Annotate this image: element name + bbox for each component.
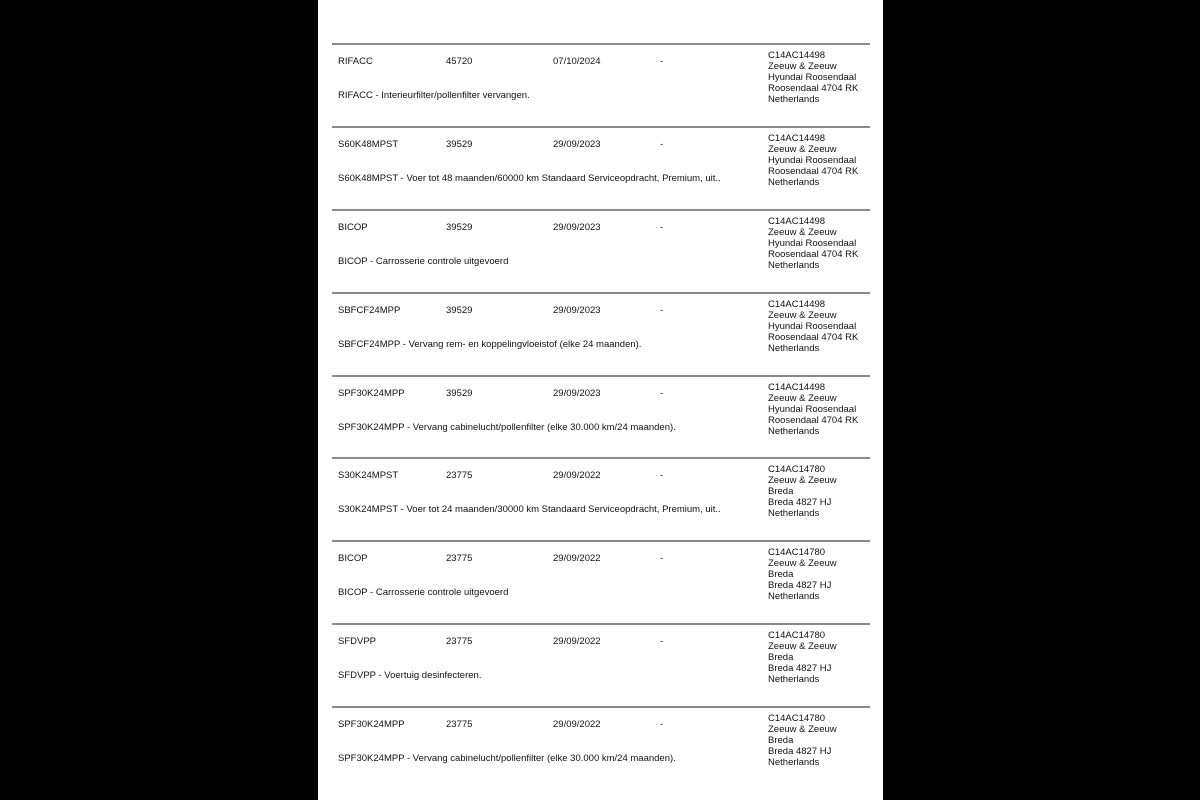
dealer-id: C14AC14498: [768, 50, 826, 61]
dealer-name: Zeeuw & Zeeuw: [768, 61, 837, 72]
dealer-branch: Breda: [768, 735, 794, 746]
dealer-id: C14AC14780: [768, 464, 826, 475]
service-date: 29/09/2023: [553, 222, 601, 233]
dealer-country: Netherlands: [768, 426, 820, 437]
dealer-id: C14AC14780: [768, 713, 826, 724]
service-date: 29/09/2022: [553, 636, 601, 647]
dealer-name: Zeeuw & Zeeuw: [768, 310, 837, 321]
service-code: S60K48MPST: [338, 139, 399, 150]
dealer-name: Zeeuw & Zeeuw: [768, 641, 837, 652]
dealer-branch: Hyundai Roosendaal: [768, 321, 857, 332]
mileage: -: [660, 56, 664, 67]
mileage: -: [660, 139, 664, 150]
service-description: SPF30K24MPP - Vervang cabinelucht/pollenfilter (elke 30.000 km/24 maanden).: [338, 753, 676, 764]
mileage: -: [660, 222, 664, 233]
dealer-branch: Breda: [768, 569, 794, 580]
dealer-branch: Breda: [768, 652, 794, 663]
service-description: RIFACC - Interieurfilter/pollenfilter vervangen.: [338, 90, 530, 101]
service-date: 29/09/2022: [553, 553, 601, 564]
mileage: -: [660, 388, 664, 399]
dealer-name: Zeeuw & Zeeuw: [768, 558, 837, 569]
dealer-country: Netherlands: [768, 757, 820, 768]
dealer-name: Zeeuw & Zeeuw: [768, 475, 837, 486]
service-code: SBFCF24MPP: [338, 305, 401, 316]
dealer-id: C14AC14498: [768, 216, 826, 227]
ro-number: 23775: [446, 553, 473, 564]
dealer-city: Breda 4827 HJ: [768, 746, 832, 757]
dealer-city: Roosendaal 4704 RK: [768, 249, 859, 260]
dealer-address: [768, 464, 837, 519]
dealer-city: Roosendaal 4704 RK: [768, 166, 859, 177]
service-code: SFDVPP: [338, 636, 377, 647]
service-date: 29/09/2023: [553, 388, 601, 399]
dealer-name: Zeeuw & Zeeuw: [768, 393, 837, 404]
dealer-address: [768, 547, 837, 602]
service-code: SPF30K24MPP: [338, 388, 405, 399]
mileage: -: [660, 719, 664, 730]
ro-number: 39529: [446, 222, 473, 233]
dealer-city: Roosendaal 4704 RK: [768, 415, 859, 426]
service-record: [332, 457, 870, 540]
mileage: -: [660, 636, 664, 647]
ro-number: 23775: [446, 470, 473, 481]
dealer-address: [768, 299, 858, 354]
ro-number: 23775: [446, 636, 473, 647]
service-record: [332, 623, 870, 706]
dealer-country: Netherlands: [768, 260, 820, 271]
service-date: 29/09/2022: [553, 470, 601, 481]
service-description: S60K48MPST - Voer tot 48 maanden/60000 km Standaard Serviceopdracht, Premium, uit..: [338, 173, 721, 184]
dealer-id: C14AC14780: [768, 630, 826, 641]
service-record: [332, 126, 870, 209]
service-code: S30K24MPST: [338, 470, 399, 481]
document-page: [318, 0, 883, 800]
dealer-address: [768, 216, 858, 271]
dealer-id: C14AC14780: [768, 547, 826, 558]
service-record: [332, 375, 870, 458]
dealer-branch: Hyundai Roosendaal: [768, 404, 857, 415]
dealer-city: Breda 4827 HJ: [768, 663, 832, 674]
service-record: [332, 706, 870, 789]
service-record: [332, 209, 870, 292]
dealer-address: [768, 630, 837, 685]
ro-number: 39529: [446, 139, 473, 150]
service-record: [332, 540, 870, 623]
dealer-country: Netherlands: [768, 508, 820, 519]
service-record: [332, 292, 870, 375]
service-description: BICOP - Carrosserie controle uitgevoerd: [338, 587, 509, 598]
service-record: [332, 43, 870, 126]
service-code: BICOP: [338, 222, 368, 233]
dealer-city: Roosendaal 4704 RK: [768, 83, 859, 94]
mileage: -: [660, 470, 664, 481]
service-date: 29/09/2023: [553, 139, 601, 150]
service-description: BICOP - Carrosserie controle uitgevoerd: [338, 256, 509, 267]
dealer-id: C14AC14498: [768, 382, 826, 393]
dealer-address: [768, 50, 858, 105]
service-code: BICOP: [338, 553, 368, 564]
dealer-city: Roosendaal 4704 RK: [768, 332, 859, 343]
dealer-city: Breda 4827 HJ: [768, 497, 832, 508]
service-date: 07/10/2024: [553, 56, 601, 67]
service-code: RIFACC: [338, 56, 373, 67]
ro-number: 23775: [446, 719, 473, 730]
dealer-country: Netherlands: [768, 591, 820, 602]
ro-number: 39529: [446, 388, 473, 399]
dealer-branch: Hyundai Roosendaal: [768, 155, 857, 166]
dealer-address: [768, 713, 837, 768]
dealer-address: [768, 133, 858, 188]
service-description: SFDVPP - Voertuig desinfecteren.: [338, 670, 482, 681]
dealer-city: Breda 4827 HJ: [768, 580, 832, 591]
dealer-id: C14AC14498: [768, 133, 826, 144]
dealer-name: Zeeuw & Zeeuw: [768, 227, 837, 238]
dealer-branch: Breda: [768, 486, 794, 497]
ro-number: 39529: [446, 305, 473, 316]
dealer-address: [768, 382, 858, 437]
dealer-branch: Hyundai Roosendaal: [768, 72, 857, 83]
mileage: -: [660, 305, 664, 316]
dealer-country: Netherlands: [768, 343, 820, 354]
ro-number: 45720: [446, 56, 473, 67]
mileage: -: [660, 553, 664, 564]
service-date: 29/09/2022: [553, 719, 601, 730]
dealer-id: C14AC14498: [768, 299, 826, 310]
dealer-name: Zeeuw & Zeeuw: [768, 724, 837, 735]
dealer-country: Netherlands: [768, 177, 820, 188]
service-description: SPF30K24MPP - Vervang cabinelucht/pollenfilter (elke 30.000 km/24 maanden).: [338, 422, 676, 433]
dealer-name: Zeeuw & Zeeuw: [768, 144, 837, 155]
dealer-country: Netherlands: [768, 94, 820, 105]
dealer-country: Netherlands: [768, 674, 820, 685]
service-description: SBFCF24MPP - Vervang rem- en koppelingvloeistof (elke 24 maanden).: [338, 339, 642, 350]
dealer-branch: Hyundai Roosendaal: [768, 238, 857, 249]
service-code: SPF30K24MPP: [338, 719, 405, 730]
service-date: 29/09/2023: [553, 305, 601, 316]
service-description: S30K24MPST - Voer tot 24 maanden/30000 km Standaard Serviceopdracht, Premium, uit..: [338, 504, 721, 515]
